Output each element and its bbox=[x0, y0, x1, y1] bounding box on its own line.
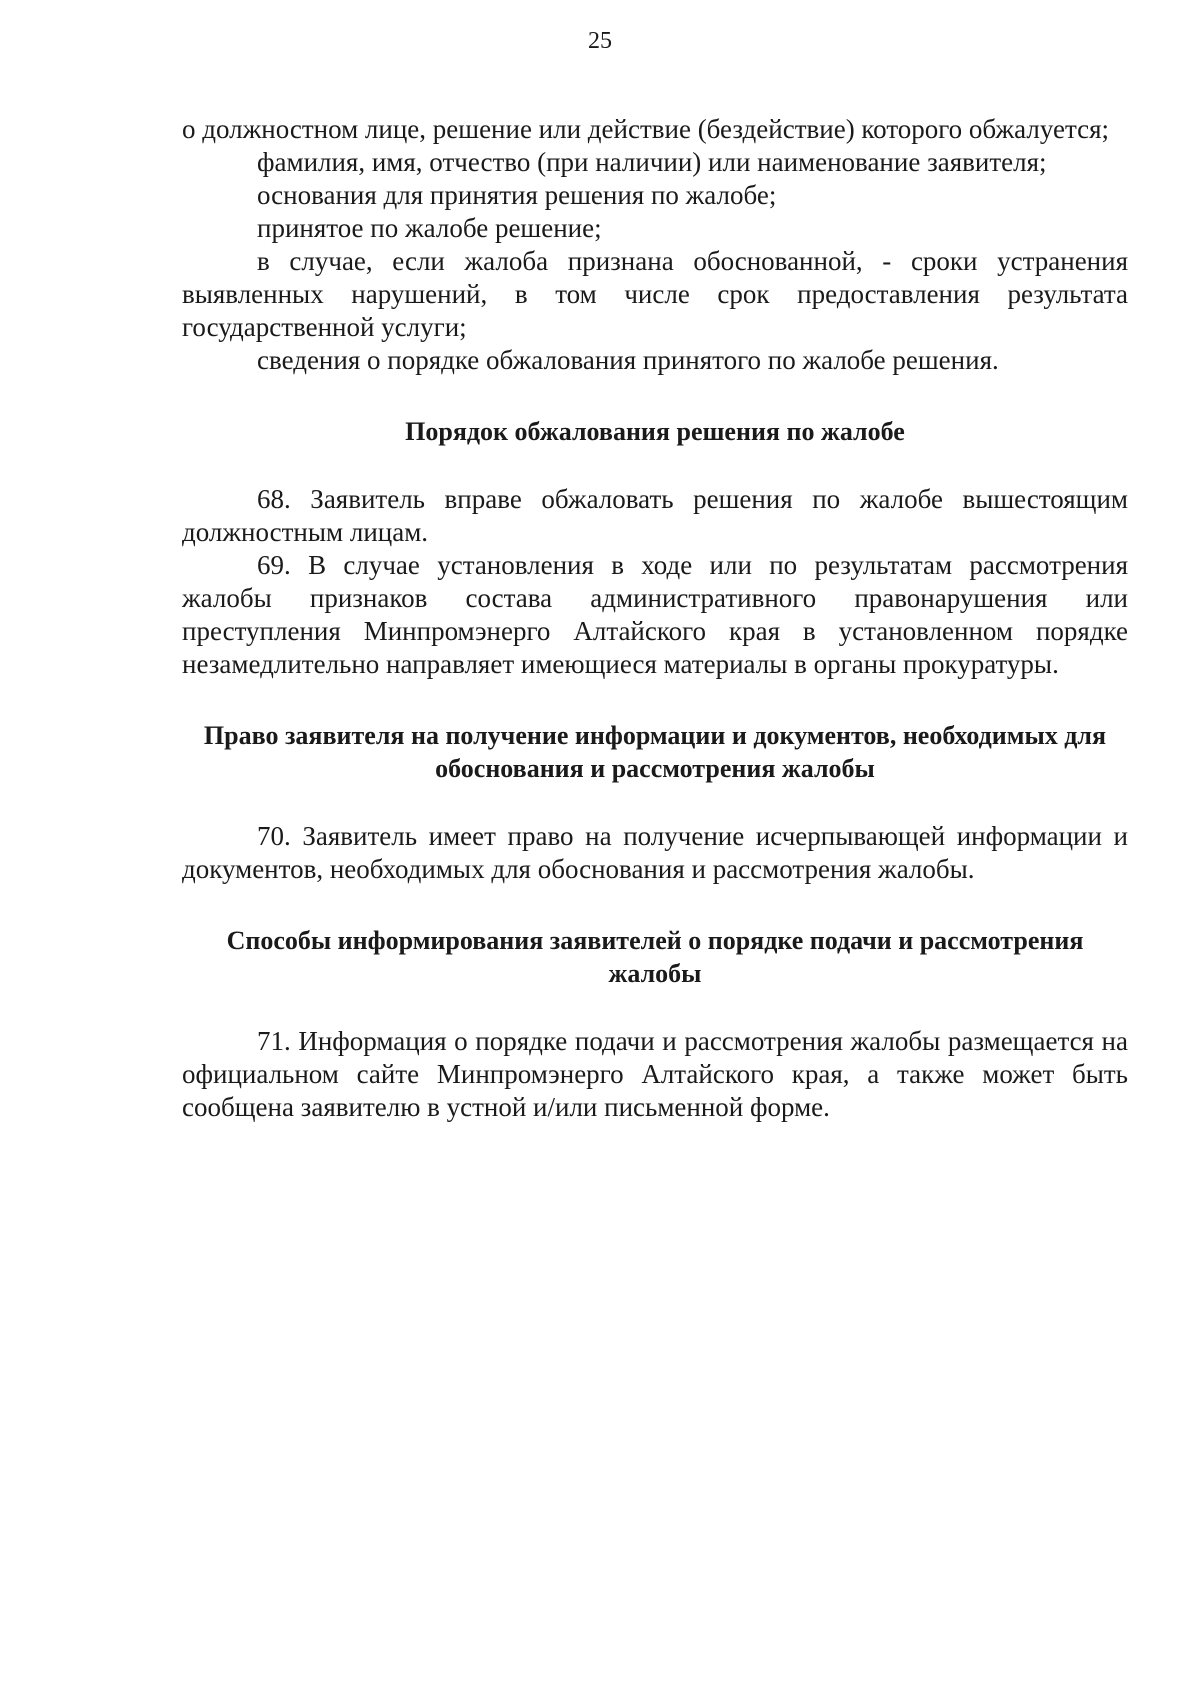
paragraph-71: 71. Информация о порядке подачи и рассмотрения жалобы размещается на официальном сайте Минпромэнерго Алтайского края, а также может быть сообщена заявителю в устной и/или письменной форме. bbox=[182, 1026, 1128, 1122]
page-number: 25 bbox=[588, 28, 612, 54]
list-item-grounds: основания для принятия решения по жалобе; bbox=[257, 180, 777, 210]
paragraph-68: 68. Заявитель вправе обжаловать решения по жалобе вышестоящим должностным лицам. bbox=[182, 484, 1128, 547]
paragraph-70: 70. Заявитель имеет право на получение исчерпывающей информации и документов, необходимых для обоснования и рассмотрения жалобы. bbox=[182, 821, 1128, 884]
section-heading-appeal: Порядок обжалования решения по жалобе bbox=[405, 417, 905, 446]
list-item-appeal-info: сведения о порядке обжалования принятого по жалобе решения. bbox=[257, 345, 999, 375]
list-item-decision: принятое по жалобе решение; bbox=[257, 213, 602, 243]
paragraph-69: 69. В случае установления в ходе или по результатам рассмотрения жалобы признаков состава административного правонарушения или преступления Минпромэнерго Алтайского края в установленном порядке незамедлительно направляет имеющиеся материалы в органы прокуратуры. bbox=[182, 550, 1128, 679]
list-item-remedy-terms: в случае, если жалоба признана обоснованной, - сроки устранения выявленных нарушений, в том числе срок предоставления результата государственной услуги; bbox=[182, 246, 1128, 342]
document-body bbox=[182, 113, 1128, 1124]
list-item-official: о должностном лице, решение или действие (бездействие) которого обжалуется; bbox=[182, 114, 1109, 144]
list-item-applicant-name: фамилия, имя, отчество (при наличии) или наименование заявителя; bbox=[257, 147, 1047, 177]
section-heading-right-to-info: Право заявителя на получение информации и документов, необходимых для обоснования и рассмотрения жалобы bbox=[203, 721, 1107, 783]
section-heading-informing: Способы информирования заявителей о порядке подачи и рассмотрения жалобы bbox=[226, 926, 1084, 988]
